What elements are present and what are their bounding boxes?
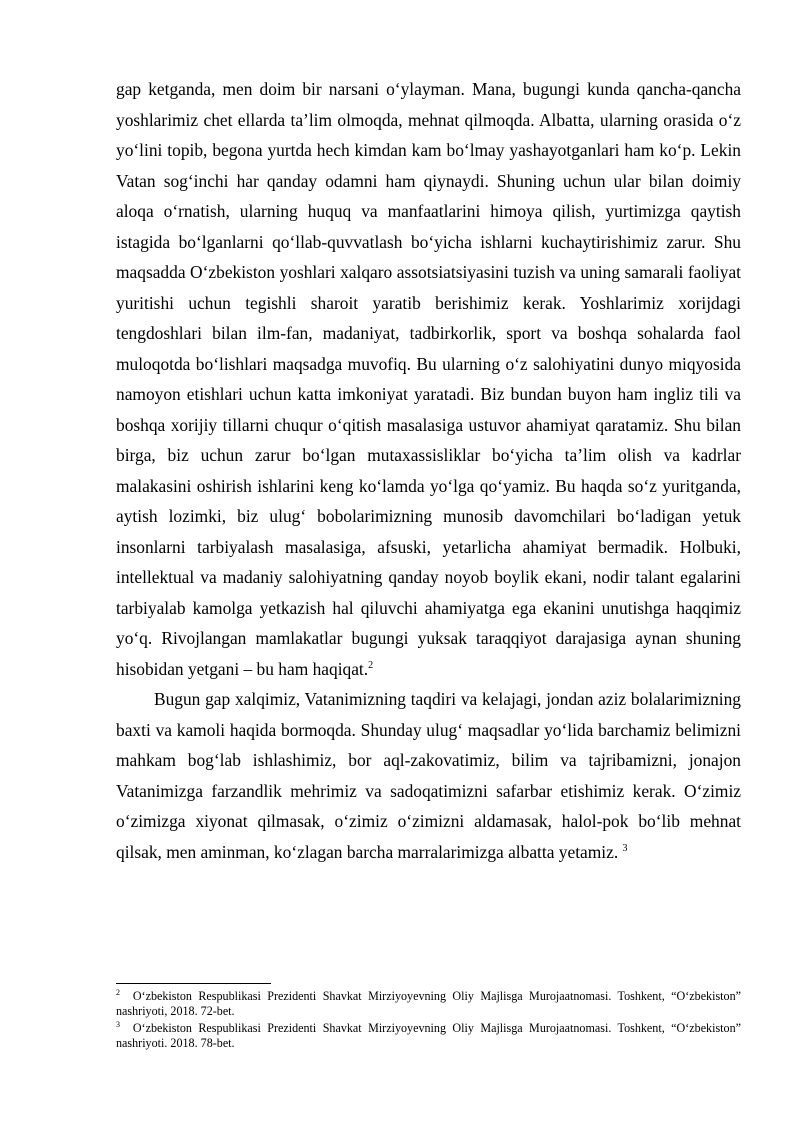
footnote-mark: 2 (116, 987, 120, 997)
footnote (116, 1021, 741, 1051)
paragraph (116, 684, 741, 867)
footnote-mark: 3 (116, 1019, 120, 1029)
footnotes (116, 983, 741, 1053)
footnote-divider (116, 983, 271, 984)
paragraph-text: Bugun gap xalqimiz, Vatanimizning taqdiri va kelajagi, jondan aziz bolalarimizning baxti va kamoli haqida bormoqda. Shunday ulug‘ maqsadlar yo‘lida barchamiz belimizni mahkam bog‘lab ishlashimiz, bor aql-zakovatimiz, bilim va tajribamizni, jonajon Vatanimizga farzandlik mehrimiz va sadoqatimizni safarbar etishimiz kerak. O‘zimiz o‘zimizga xiyonat qilmasak, o‘zimiz o‘zimizni aldamasak, halol-pok bo‘lib mehnat qilsak, men aminman, ko‘zlagan barcha marralarimizga albatta yetamiz. (116, 689, 741, 862)
footnote-text: O‘zbekiston Respublikasi Prezidenti Shavkat Mirziyoyevning Oliy Majlisga Murojaatnomasi. Toshkent, “O‘zbekiston” nashriyoti. 2018. 78-bet. (116, 1021, 741, 1050)
footnote-reference: 2 (368, 659, 374, 671)
footnote (116, 989, 741, 1019)
footnote-text: O‘zbekiston Respublikasi Prezidenti Shavkat Mirziyoyevning Oliy Majlisga Murojaatnomasi. Toshkent, “O‘zbekiston” nashriyoti, 2018. 72-bet. (116, 989, 741, 1018)
body-text (116, 74, 741, 867)
paragraph-text: gap ketganda, men doim bir narsani o‘ylayman. Mana, bugungi kunda qancha-qancha yoshlarimiz chet ellarda ta’lim olmoqda, mehnat qilmoqda. Albatta, ularning orasida o‘z yo‘lini topib, begona yurtda hech kimdan kam bo‘lmay yashayotganlari ham ko‘p. Lekin Vatan sog‘inchi har qanday odamni ham qiynaydi. Shuning uchun ular bilan doimiy aloqa o‘rnatish, ularning huquq va manfaatlarini himoya qilish, yurtimizga qaytish istagida bo‘lganlarni qo‘llab-quvvatlash bo‘yicha ishlarni kuchaytirishimiz zarur. Shu maqsadda O‘zbekiston yoshlari xalqaro assotsiatsiyasini tuzish va uning samarali faoliyat yuritishi uchun tegishli sharoit yaratib berishimiz kerak. Yoshlarimiz xorijdagi tengdoshlari bilan ilm-fan, madaniyat, tadbirkorlik, sport va boshqa sohalarda faol muloqotda bo‘lishlari maqsadga muvofiq. Bu ularning o‘z salohiyatini dunyo miqyosida namoyon etishlari uchun katta imkoniyat yaratadi. Biz bundan buyon ham ingliz tili va boshqa xorijiy tillarni chuqur o‘qitish masalasiga ustuvor ahamiyat qaratamiz. Shu bilan birga, biz uchun zarur bo‘lgan mutaxassisliklar bo‘yicha ta’lim olish va kadrlar malakasini oshirish ishlarini keng ko‘lamda yo‘lga qo‘yamiz. Bu haqda so‘z yuritganda, aytish lozimki, biz ulug‘ bobolarimizning munosib davomchilari bo‘ladigan yetuk insonlarni tarbiyalash masalasiga, afsuski, yetarlicha ahamiyat bermadik. Holbuki, intellektual va madaniy salohiyatning qanday noyob boylik ekani, nodir talant egalarini tarbiyalab kamolga yetkazish hal qiluvchi ahamiyatga ega ekanini unutishga haqqimiz yo‘q. Rivojlangan mamlakatlar bugungi yuksak taraqqiyot darajasiga aynan shuning hisobidan yetgani – bu ham haqiqat. (116, 79, 741, 679)
paragraph (116, 74, 741, 684)
footnote-reference: 3 (622, 842, 628, 854)
